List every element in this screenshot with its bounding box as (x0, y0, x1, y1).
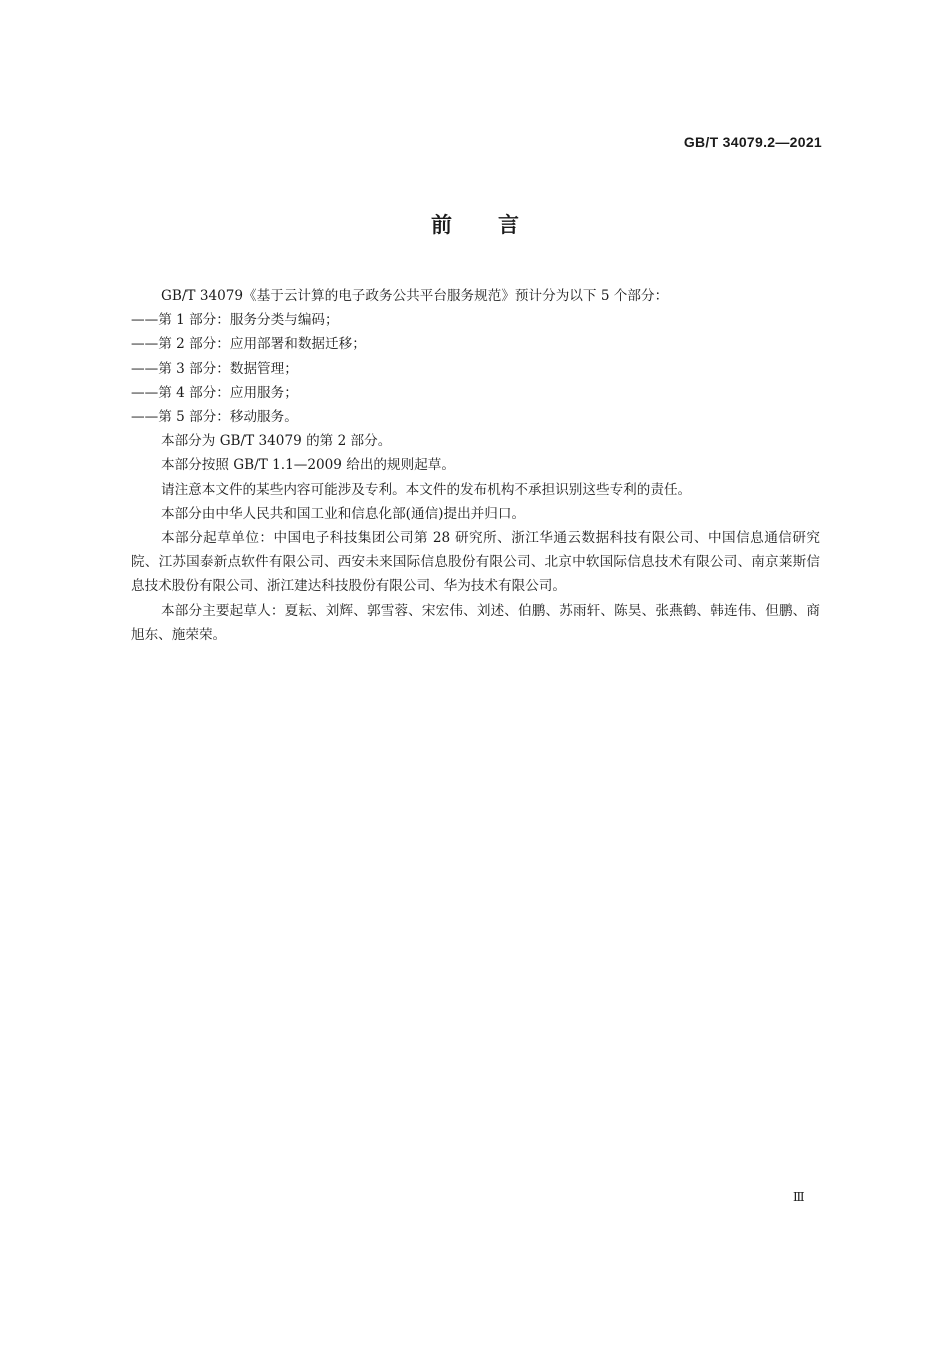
patent-notice-paragraph: 请注意本文件的某些内容可能涉及专利。本文件的发布机构不承担识别这些专利的责任。 (161, 481, 692, 498)
drafting-rules-paragraph: 本部分按照 GB/T 1.1—2009 给出的规则起草。 (161, 457, 455, 474)
list-item-part-5: ——第 5 部分：移动服务。 (131, 409, 298, 426)
intro-paragraph: GB/T 34079《基于云计算的电子政务公共平台服务规范》预计分为以下 5 个部分： (161, 288, 669, 304)
preface-body (131, 284, 820, 647)
page-number: Ⅲ (793, 1190, 805, 1204)
drafting-units-paragraph: 本部分起草单位：中国电子科技集团公司第 28 研究所、浙江华通云数据科技有限公司、中国信息通信研究院、江苏国泰新点软件有限公司、西安未来国际信息股份有限公司、北京中软国际信息技术有限公司、南京莱斯信息技术股份有限公司、浙江建达科技股份有限公司、华为技术有限公司。 (131, 530, 820, 595)
drafters-paragraph: 本部分主要起草人：夏耘、刘辉、郭雪蓉、宋宏伟、刘述、伯鹏、苏雨轩、陈昊、张燕鹤、韩连伟、但鹏、商旭东、施荣荣。 (131, 602, 820, 643)
list-item-part-1: ——第 1 部分：服务分类与编码； (131, 312, 339, 329)
list-item-part-3: ——第 3 部分：数据管理； (131, 360, 298, 377)
proposer-paragraph: 本部分由中华人民共和国工业和信息化部(通信)提出并归口。 (161, 505, 526, 522)
standard-number: GB/T 34079.2—2021 (683, 134, 822, 150)
list-item-part-4: ——第 4 部分：应用服务； (131, 384, 298, 401)
list-item-part-2: ——第 2 部分：应用部署和数据迁移； (131, 336, 366, 353)
page-title: 前言 (431, 213, 565, 237)
part-statement-paragraph: 本部分为 GB/T 34079 的第 2 部分。 (161, 433, 392, 450)
